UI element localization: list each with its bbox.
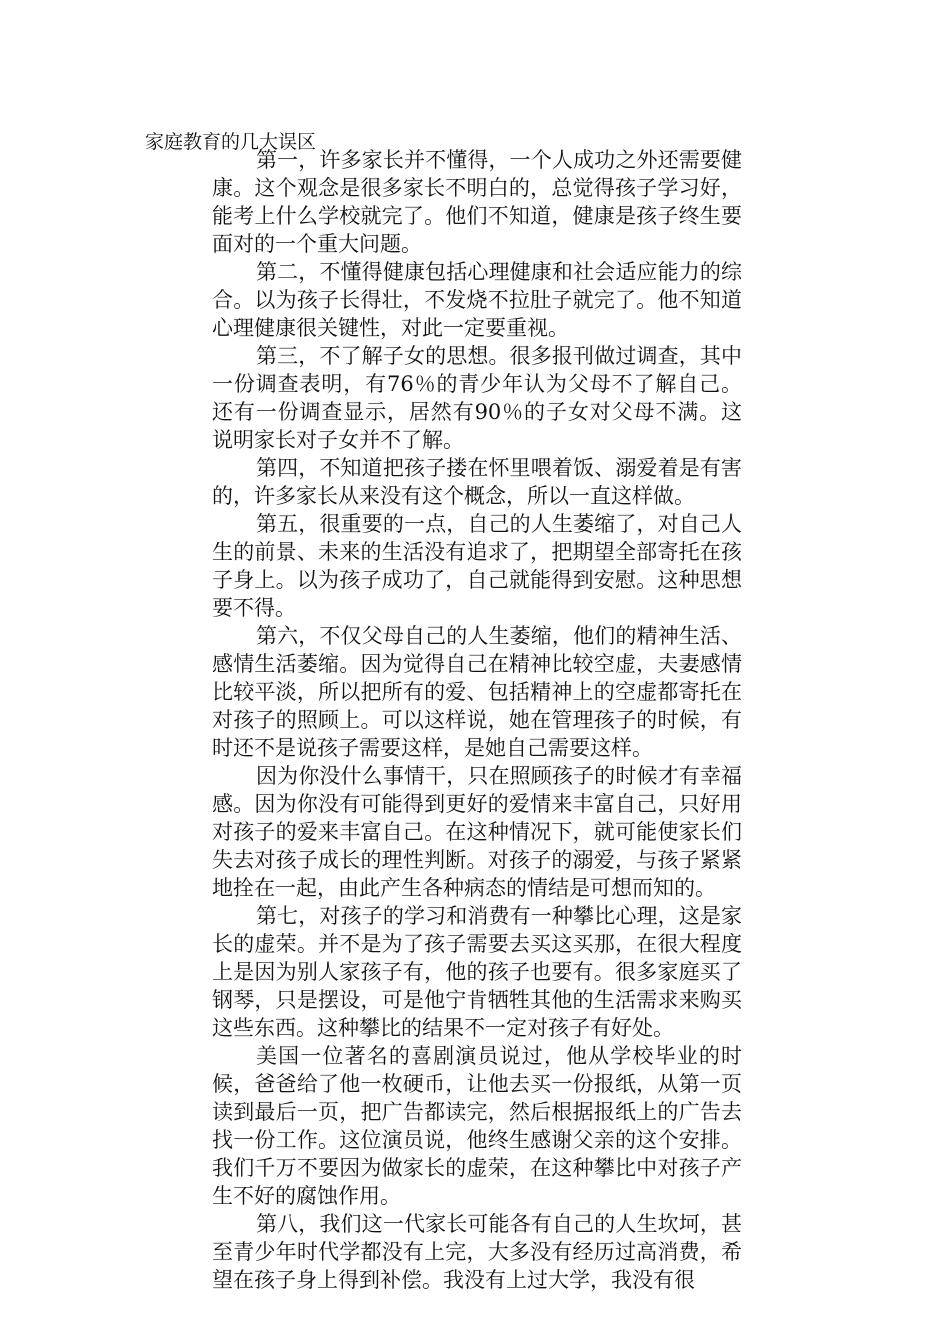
paragraph-3: 第三，不了解子女的思想。很多报刊做过调查，其中一份调查表明，有76％的青少年认为父母不了解自己。还有一份调查显示，居然有90％的子女对父母不满。这说明家长对子女并不了解。	[212, 344, 742, 452]
paragraph-2: 第二，不懂得健康包括心理健康和社会适应能力的综合。以为孩子长得壮，不发烧不拉肚子就完了。他不知道心理健康很关键性，对此一定要重视。	[212, 260, 742, 340]
document-title: 家庭教育的几大误区	[145, 131, 317, 153]
paragraph-7: 因为你没什么事情干，只在照顾孩子的时候才有幸福感。因为你没有可能得到更好的爱情来丰富自己，只好用对孩子的爱来丰富自己。在这种情况下，就可能使家长们失去对孩子成长的理性判断。对孩子的溺爱，与孩子紧紧地拴在一起，由此产生各种病态的情结是可想而知的。	[212, 764, 742, 900]
paragraph-1: 第一，许多家长并不懂得，一个人成功之外还需要健康。这个观念是很多家长不明白的，总觉得孩子学习好，能考上什么学校就完了。他们不知道，健康是孩子终生要面对的一个重大问题。	[212, 148, 742, 256]
paragraph-5: 第五，很重要的一点，自己的人生萎缩了，对自己人生的前景、未来的生活没有追求了，把期望全部寄托在孩子身上。以为孩子成功了，自己就能得到安慰。这种思想要不得。	[212, 512, 742, 620]
paragraph-10: 第八，我们这一代家长可能各有自己的人生坎坷，甚至青少年时代学都没有上完，大多没有经历过高消费，希望在孩子身上得到补偿。我没有上过大学，我没有很	[212, 1212, 742, 1292]
paragraph-9: 美国一位著名的喜剧演员说过，他从学校毕业的时候，爸爸给了他一枚硬币，让他去买一份报纸，从第一页读到最后一页，把广告都读完，然后根据报纸上的广告去找一份工作。这位演员说，他终生感谢父亲的这个安排。我们千万不要因为做家长的虚荣，在这种攀比中对孩子产生不好的腐蚀作用。	[212, 1044, 742, 1208]
paragraph-6: 第六，不仅父母自己的人生萎缩，他们的精神生活、感情生活萎缩。因为觉得自己在精神比较空虚，夫妻感情比较平淡，所以把所有的爱、包括精神上的空虚都寄托在对孩子的照顾上。可以这样说，她在管理孩子的时候，有时还不是说孩子需要这样，是她自己需要这样。	[212, 624, 742, 760]
document-body	[212, 146, 742, 1294]
paragraph-8: 第七，对孩子的学习和消费有一种攀比心理，这是家长的虚荣。并不是为了孩子需要去买这买那，在很大程度上是因为别人家孩子有，他的孩子也要有。很多家庭买了钢琴，只是摆设，可是他宁肯牺牲其他的生活需求来购买这些东西。这种攀比的结果不一定对孩子有好处。	[212, 904, 742, 1040]
paragraph-4: 第四，不知道把孩子搂在怀里喂着饭、溺爱着是有害的，许多家长从来没有这个概念，所以一直这样做。	[212, 456, 742, 508]
